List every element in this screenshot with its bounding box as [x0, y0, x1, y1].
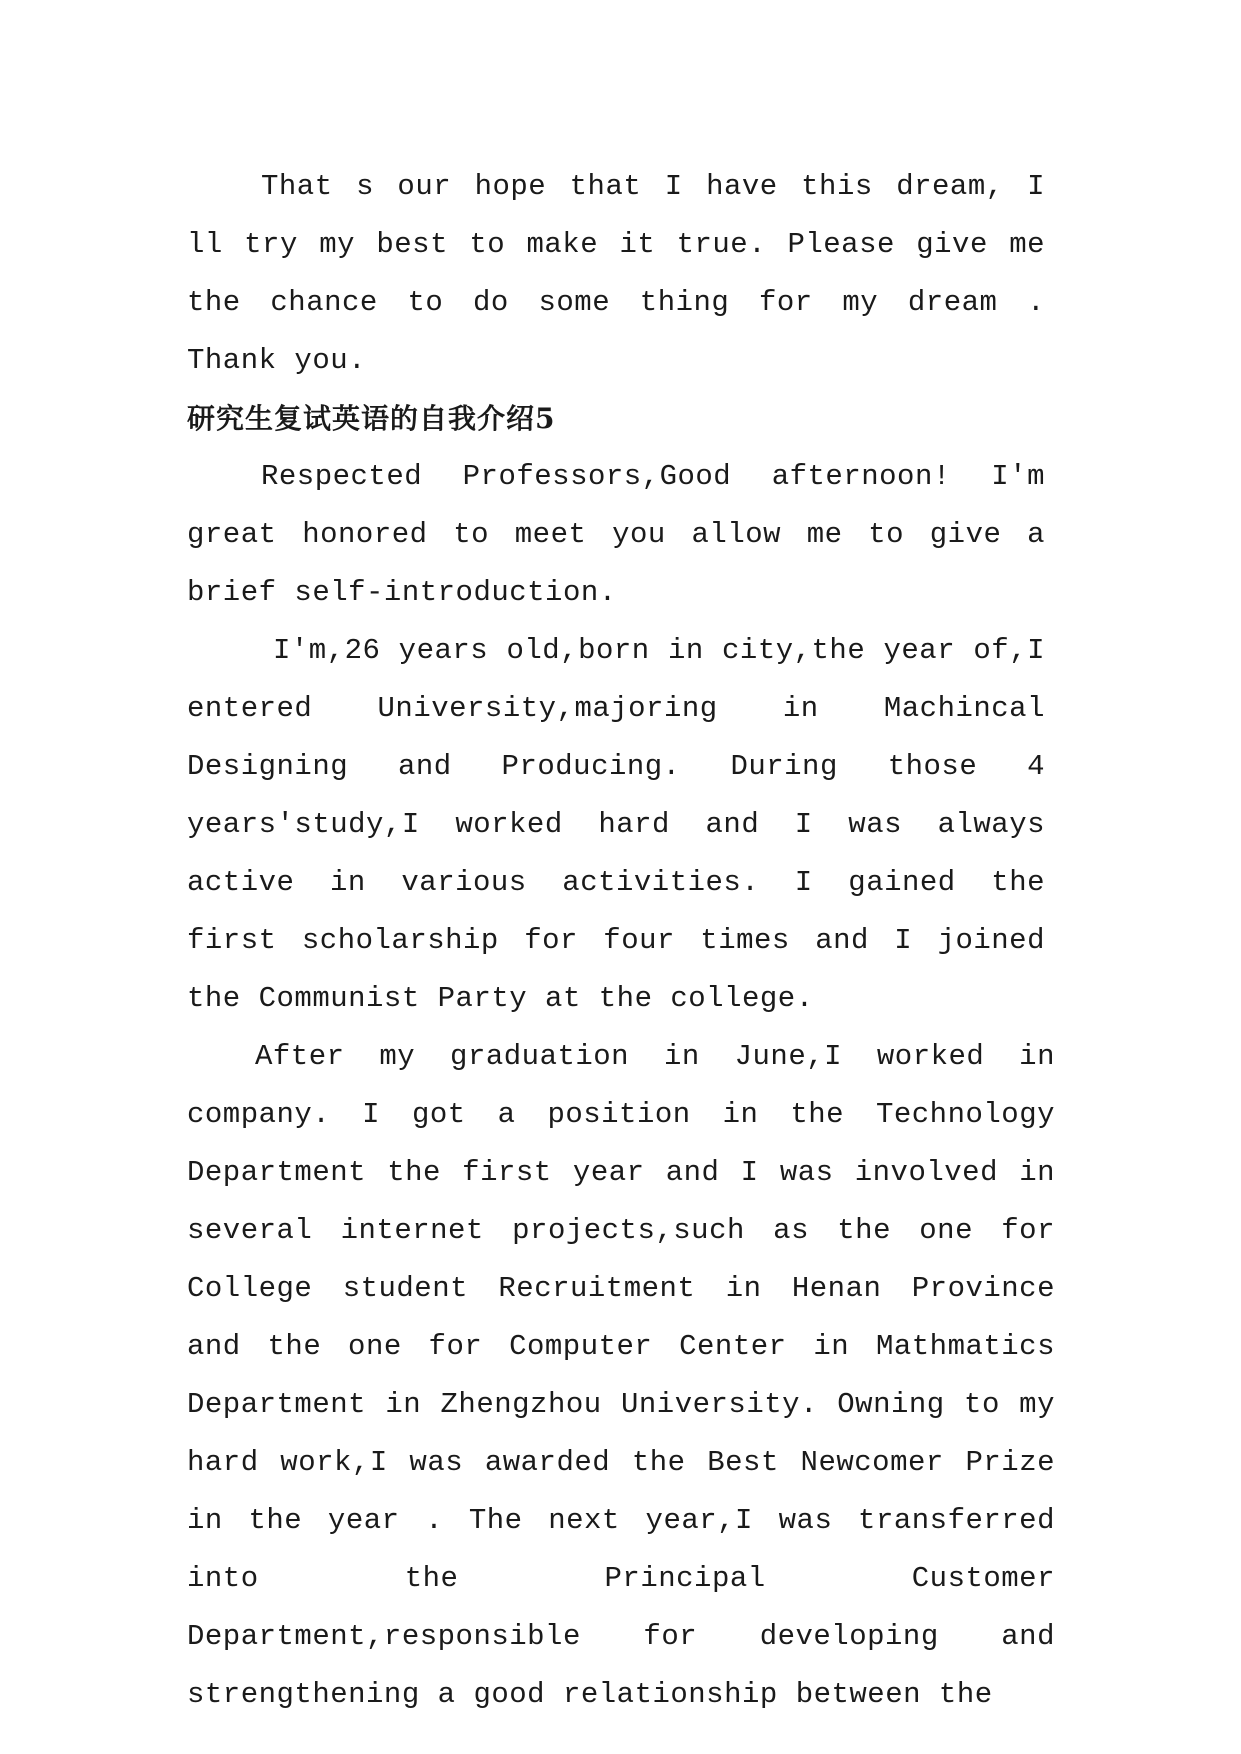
document-body: [187, 158, 1055, 1724]
paragraph-education: I'm,26 years old,born in city,the year of,I entered University,majoring in Machincal Designing and Producing. During those 4 years'study,I worked hard and I was always active in various activities. I gained the first scholarship for four times and I joined the Communist Party at the college.: [187, 634, 1045, 1015]
paragraph-work-experience: After my graduation in June,I worked in company. I got a position in the Technology Department the first year and I was involved in several internet projects,such as the one for College student Recruitment in Henan Province and the one for Computer Center in Mathmatics Department in Zhengzhou University. Owning to my hard work,I was awarded the Best Newcomer Prize in the year . The next year,I was transferred into the Principal Customer Department,responsible for developing and strengthening a good relationship between the: [187, 1040, 1055, 1711]
section-heading: 研究生复试英语的自我介绍5: [187, 402, 556, 435]
paragraph-closing: That s our hope that I have this dream, I ll try my best to make it true. Please give me the chance to do some thing for my dream . Thank you.: [187, 170, 1045, 377]
paragraph-greeting: Respected Professors,Good afternoon! I'm great honored to meet you allow me to give a brief self-introduction.: [187, 460, 1045, 609]
